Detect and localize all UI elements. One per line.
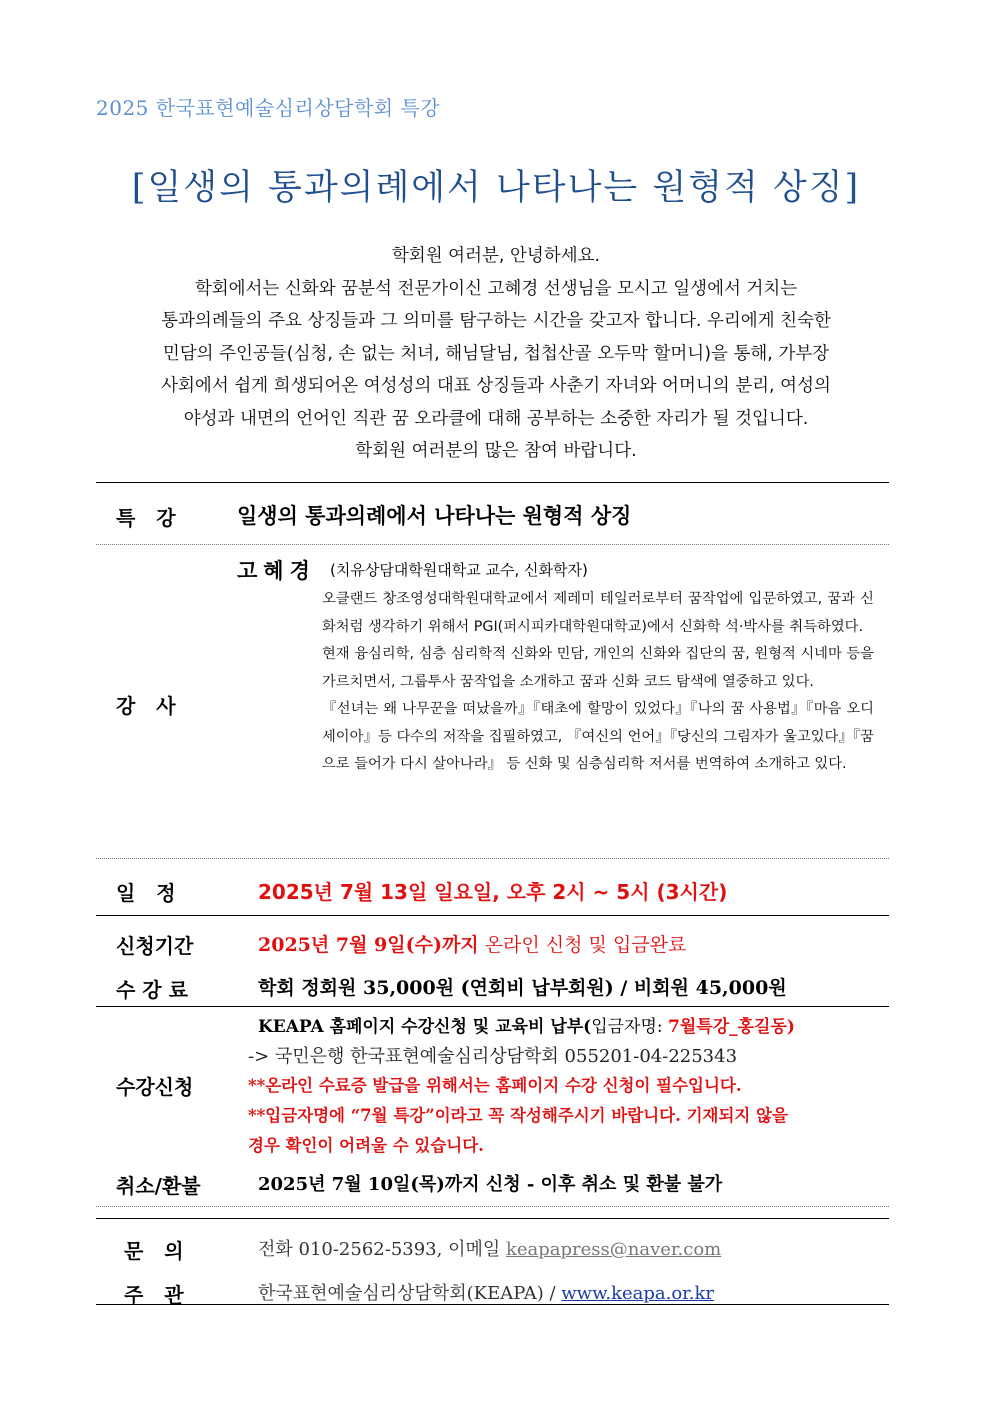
apply-period-label: 신청기간 — [116, 934, 194, 958]
lecturer-name: 고혜경 — [237, 559, 316, 583]
bio-paragraph: 오클랜드 창조영성대학원대학교에서 제레미 테일러로부터 꿈작업에 입문하였고, 꿈과 신화처럼 생각하기 위해서 PGI(퍼시피카대학원대학교)에서 신화학 석·박사를 취득하였다. — [322, 591, 874, 635]
divider — [96, 1218, 889, 1219]
intro-paragraph — [96, 240, 896, 468]
registration-label: 수강신청 — [116, 1075, 194, 1099]
intro-line: 학회원 여러분의 많은 참여 바랍니다. — [355, 441, 637, 461]
host-label: 주 관 — [124, 1283, 184, 1307]
registration-note-2: **입금자명에 “7월 특강”이라고 꼭 작성해주시기 바랍니다. 기재되지 않을 — [248, 1106, 788, 1125]
intro-line: 학회에서는 신화와 꿈분석 전문가이신 고혜경 선생님을 모시고 일생에서 거치는 — [194, 278, 798, 299]
schedule-label: 일 정 — [116, 881, 176, 905]
fee-label: 수 강 료 — [116, 978, 188, 1002]
email-link[interactable]: keapapress@naver.com — [505, 1239, 722, 1260]
lecturer-bio — [322, 586, 874, 779]
bio-paragraph: 『선녀는 왜 나무꾼을 떠났을까』『태초에 할망이 있었다』『나의 꿈 사용법』『마음 오디세이아』등 다수의 저작을 집필하였고, 『여신의 언어』『당신의 그림자가 울고있다』『꿈으로 들어가 다시 살아나라』 등 신화 및 심층심리학 저서를 번역하여 소개하고 있다. — [322, 701, 874, 772]
contact-phone: 전화 010-2562-5393, 이메일 — [258, 1239, 506, 1260]
schedule-value: 2025년 7월 13일 일요일, 오후 2시 ~ 5시 (3시간) — [258, 880, 728, 904]
fee-value: 학회 정회원 35,000원 (연회비 납부회원) / 비회원 45,000원 — [258, 977, 787, 999]
host-value — [258, 1279, 714, 1305]
divider — [96, 858, 889, 859]
divider — [96, 544, 889, 545]
host-name: 한국표현예술심리상담학회(KEAPA) / — [258, 1283, 562, 1304]
intro-line: 야성과 내면의 언어인 직관 꿈 오라클에 대해 공부하는 소중한 자리가 될 것입니다. — [183, 408, 809, 429]
intro-line: 학회원 여러분, 안녕하세요. — [391, 246, 601, 266]
intro-line: 통과의례들의 주요 상징들과 그 의미를 탐구하는 시간을 갖고자 합니다. 우리에게 친숙한 — [161, 311, 831, 331]
top-label: 2025 한국표현예술심리상담학회 특강 — [96, 96, 441, 120]
registration-note-1: **온라인 수료증 발급을 위해서는 홈페이지 수강 신청이 필수입니다. — [248, 1076, 742, 1095]
intro-line: 사회에서 쉽게 희생되어온 여성성의 대표 상징들과 사춘기 자녀와 어머니의 분리, 여성의 — [161, 376, 831, 396]
divider — [96, 1006, 889, 1007]
page-title: [일생의 통과의례에서 나타나는 원형적 상징] — [131, 168, 861, 208]
contact-label: 문 의 — [124, 1239, 184, 1263]
apply-note: 온라인 신청 및 입금완료 — [478, 934, 687, 956]
depositor-label: 입금자명: — [591, 1017, 669, 1037]
lecturer-label: 강 사 — [116, 694, 176, 718]
registration-line-1 — [258, 1012, 795, 1037]
lecture-title: 일생의 통과의례에서 나타나는 원형적 상징 — [237, 504, 632, 528]
contact-value — [258, 1235, 721, 1261]
lecturer-affiliation: (치유상담대학원대학교 교수, 신화학자) — [330, 561, 588, 579]
registration-note-3: 경우 확인이 어려울 수 있습니다. — [248, 1136, 484, 1155]
divider — [96, 1206, 889, 1207]
apply-deadline: 2025년 7월 9일(수)까지 — [258, 934, 479, 956]
intro-line: 민담의 주인공들(심청, 손 없는 처녀, 해님달님, 첩첩산골 오두막 할머니)을 통해, 가부장 — [162, 343, 830, 364]
apply-period-value — [258, 930, 686, 957]
depositor-example: 7월특강_홍길동) — [668, 1017, 795, 1037]
divider — [96, 1304, 889, 1305]
website-link[interactable]: www.keapa.or.kr — [561, 1283, 715, 1304]
divider — [96, 482, 889, 483]
divider — [96, 915, 889, 916]
refund-value: 2025년 7월 10일(목)까지 신청 - 이후 취소 및 환불 불가 — [258, 1174, 723, 1195]
registration-instruction: KEAPA 홈페이지 수강신청 및 교육비 납부( — [258, 1017, 592, 1037]
bank-account: -> 국민은행 한국표현예술심리상담학회 055201-04-225343 — [248, 1046, 738, 1067]
bio-paragraph: 현재 융심리학, 심층 심리학적 신화와 민담, 개인의 신화와 집단의 꿈, 원형적 시네마 등을 가르치면서, 그룹투사 꿈작업을 소개하고 꿈과 신화 코드 탐색에 열중하고 있다. — [322, 646, 874, 690]
refund-label: 취소/환불 — [116, 1174, 201, 1198]
lecture-label: 특 강 — [116, 506, 176, 530]
